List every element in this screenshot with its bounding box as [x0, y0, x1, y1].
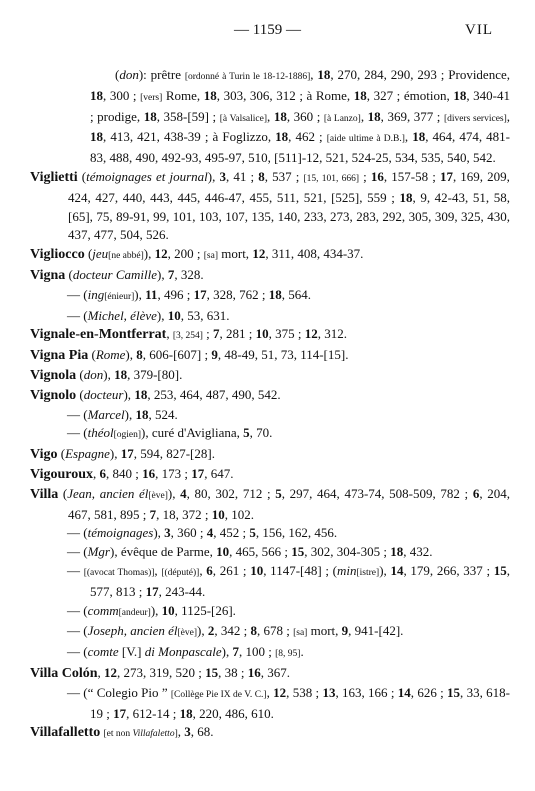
- entry-text: , 33, 618-19 ;: [90, 684, 510, 721]
- entry-text: 18: [317, 67, 331, 82]
- index-entry-vigna-pia: [30, 346, 510, 366]
- entry-text: , 606-[607] ;: [142, 347, 212, 363]
- entry-text: 15: [291, 544, 305, 560]
- entry-text: [andeur]: [118, 607, 151, 618]
- entry-text: (: [58, 485, 68, 501]
- entry-text: — (: [67, 425, 88, 441]
- entry-text: , 413, 421, 438-39 ; à Foglizzo,: [103, 129, 276, 145]
- entry-text: , 564.: [281, 286, 311, 302]
- entry-text: 3: [164, 525, 171, 541]
- entry-text: 18: [268, 286, 282, 302]
- entry-text: , 204, 467, 581, 895 ;: [68, 485, 510, 522]
- entry-text: , 312.: [317, 326, 348, 342]
- entry-text: 10: [250, 562, 264, 578]
- entry-text: Villafaletto: [132, 729, 175, 740]
- entry-text: [(avocat Thomas)]: [83, 567, 155, 578]
- entry-text: (: [57, 446, 66, 462]
- entry-text: 8: [136, 347, 143, 363]
- index-entry-villa-colon: [30, 664, 510, 684]
- entry-text: théol: [87, 425, 114, 441]
- entry-text: [ève]: [148, 490, 168, 501]
- entry-text: 18: [203, 87, 217, 103]
- index-entry-vignale: [30, 325, 510, 346]
- entry-text: 18: [275, 129, 289, 145]
- entry-text: 18: [367, 108, 381, 124]
- entry-text: (: [76, 366, 84, 382]
- entry-text: ;: [359, 168, 371, 184]
- entry-text: 18: [134, 386, 148, 402]
- entry-text: ,: [199, 562, 207, 578]
- entry-text: [énieur]: [104, 291, 135, 302]
- entry-text: comm: [87, 602, 119, 618]
- entry-text: témoignages: [87, 525, 154, 541]
- entry-text: 12: [154, 246, 168, 262]
- entry-text: 10: [161, 602, 175, 618]
- entry-text: (: [76, 386, 84, 402]
- entry-text: 3: [219, 168, 226, 184]
- entry-text: , 375 ;: [268, 326, 305, 342]
- index-entry-villa-comte: [30, 643, 510, 664]
- entry-text: ,: [404, 129, 413, 145]
- entry-text: Vigo: [30, 447, 58, 463]
- entry-text: ,: [154, 562, 162, 578]
- entry-text: [vers]: [140, 92, 163, 103]
- entry-text: ]: [174, 729, 178, 740]
- entry-text: 18: [90, 87, 103, 103]
- entry-text: [8, 95]: [275, 649, 301, 660]
- entry-text: 11: [145, 286, 158, 302]
- entry-text: 12: [273, 684, 287, 700]
- entry-text: ),: [197, 623, 208, 639]
- entry-text: , 432.: [403, 544, 433, 560]
- entry-text: 17: [120, 446, 134, 462]
- entry-text: Villa Colón: [30, 665, 98, 681]
- entry-text: , 678 ;: [256, 623, 294, 639]
- entry-text: 7: [213, 326, 220, 342]
- entry-text: , 273, 319, 520 ;: [117, 664, 206, 680]
- entry-text: 7: [149, 506, 157, 522]
- entry-text: , 612-14 ;: [126, 705, 180, 721]
- entry-text: , 327 ; émotion,: [366, 87, 454, 103]
- entry-text: Rome,: [162, 87, 204, 103]
- entry-text: 18: [273, 108, 287, 124]
- entry-text: (: [65, 266, 73, 282]
- entry-text: — (“ Colegio Pio ”: [67, 684, 171, 700]
- entry-text: ),: [124, 406, 136, 422]
- entry-text: — (: [67, 406, 88, 422]
- entry-text: ),: [103, 366, 115, 382]
- entry-text: (: [77, 168, 87, 184]
- entry-text: Villafalletto: [30, 725, 101, 741]
- entry-text: témoignages et journal: [86, 168, 208, 184]
- entry-text: — (: [67, 307, 88, 323]
- entry-text: ,: [97, 664, 105, 680]
- entry-text: — (: [67, 286, 88, 302]
- entry-text: 13: [322, 684, 336, 700]
- entry-text: ),: [125, 347, 137, 363]
- entry-text: , 179, 266, 337 ;: [403, 562, 494, 578]
- entry-text: , 594, 827-[28].: [133, 446, 215, 462]
- entry-text: 3: [184, 724, 191, 740]
- entry-text: ,: [166, 326, 173, 342]
- index-entry-vigouroux: [30, 465, 510, 485]
- entry-text: Vigna: [30, 267, 66, 283]
- entry-text: mort,: [218, 246, 253, 262]
- entry-text: 17: [439, 168, 453, 184]
- entry-text: 10: [216, 544, 230, 560]
- entry-text: , 281 ;: [219, 326, 256, 342]
- entry-text: [à Valsalice]: [219, 113, 268, 124]
- index-entry-villa-jean: [30, 485, 510, 525]
- entry-text: , 941-[42].: [348, 623, 404, 639]
- entry-text: ),: [153, 525, 165, 541]
- entry-text: , 538 ;: [286, 684, 323, 700]
- page-number: — 1159 —: [234, 22, 301, 38]
- entry-text: , 38 ;: [218, 664, 248, 680]
- entry-text: ),: [157, 266, 168, 282]
- index-entry-vignolo: [30, 386, 510, 406]
- entry-text: ),: [143, 246, 155, 262]
- entry-text: jeu: [92, 246, 109, 262]
- entry-text: ), évêque de Parme,: [109, 544, 217, 560]
- entry-text: don: [83, 366, 104, 382]
- entry-text: Espagne: [65, 446, 110, 462]
- entry-text: Joseph, ancien él: [87, 623, 178, 639]
- entry-text: , 243-44.: [158, 583, 206, 599]
- index-entry-vignolo-marcel: [30, 406, 510, 425]
- entry-text: Jean, ancien él: [67, 485, 149, 501]
- entry-text: , 53, 631.: [180, 307, 230, 323]
- entry-text: don: [119, 67, 139, 82]
- entry-text: ing: [87, 286, 105, 302]
- entry-text: ),: [207, 168, 220, 184]
- entry-text: , 169, 209, 424, 427, 440, 443, 445, 446-47, 455, 511, 521, [525], 559 ;: [68, 168, 510, 205]
- entry-text: ),: [150, 602, 162, 618]
- entry-text: , 328, 762 ;: [206, 286, 269, 302]
- entry-text: , 462 ;: [288, 129, 327, 145]
- entry-text: [ogien]: [113, 430, 142, 441]
- entry-text: 12: [304, 326, 318, 342]
- index-entry-vigna-ing: [30, 286, 510, 307]
- index-entry-villafalletto: [30, 723, 510, 744]
- entry-text: mort,: [307, 623, 342, 639]
- entry-text: 16: [142, 465, 156, 481]
- entry-text: , 200 ;: [167, 246, 204, 262]
- entry-text: , 156, 162, 456.: [255, 525, 338, 541]
- entry-text: di Monpascale: [144, 644, 222, 660]
- entry-text: [aide ultime à D.B.]: [326, 134, 405, 145]
- entry-text: , 48-49, 51, 73, 114-[15].: [217, 347, 349, 363]
- entry-text: 17: [113, 705, 127, 721]
- entry-text: docteur: [83, 386, 124, 402]
- entry-text: , 102.: [224, 506, 254, 522]
- entry-text: [(député)]: [161, 567, 200, 578]
- entry-text: ),: [109, 446, 121, 462]
- entry-text: 16: [247, 664, 261, 680]
- entry-text: 17: [145, 583, 159, 599]
- index-entry-villa-avocat: [30, 562, 510, 602]
- entry-text: 12: [104, 664, 118, 680]
- entry-text: , 360 ;: [286, 108, 324, 124]
- entry-text: 18: [412, 129, 426, 145]
- entry-text: [divers services]: [443, 113, 507, 124]
- entry-text: 18: [399, 189, 413, 205]
- entry-text: 6: [206, 562, 213, 578]
- entry-text: Vignolo: [30, 387, 77, 403]
- entry-text: 5: [275, 485, 282, 501]
- entry-text: [Collège Pie IX de V. C.]: [170, 689, 267, 700]
- index-entry-vigna-camille: [30, 266, 510, 286]
- entry-text: , 1125-[26].: [174, 602, 236, 618]
- entry-text: , 261 ;: [212, 562, 251, 578]
- entry-text: .: [300, 644, 304, 660]
- index-entry-vignola: [30, 366, 510, 386]
- entry-text: 16: [370, 168, 384, 184]
- section-label: VIL: [465, 22, 493, 38]
- entry-text: , 163, 166 ;: [335, 684, 398, 700]
- entry-text: , 626 ;: [410, 684, 448, 700]
- index-entry-viglietti: [30, 168, 510, 245]
- index-entries: [30, 66, 510, 744]
- entry-text: , 100 ;: [239, 644, 276, 660]
- entry-text: ),: [167, 485, 181, 501]
- entry-text: 9: [211, 347, 218, 363]
- entry-text: ),: [379, 562, 391, 578]
- entry-text: 10: [211, 506, 225, 522]
- entry-text: , 157-58 ;: [383, 168, 440, 184]
- entry-text: 10: [167, 307, 181, 323]
- entry-text: 15: [447, 684, 461, 700]
- entry-text: [3, 254]: [172, 331, 203, 342]
- entry-text: comte: [87, 644, 119, 660]
- page-header: [0, 22, 535, 42]
- entry-text: Villa: [30, 486, 59, 502]
- entry-text: ,: [177, 724, 185, 740]
- index-entry-villa-joseph: [30, 622, 510, 643]
- entry-text: Vigna Pia: [30, 348, 89, 364]
- entry-text: , 358-[59] ;: [156, 108, 220, 124]
- entry-text: — (: [67, 644, 88, 660]
- entry-text: , 173 ;: [155, 465, 192, 481]
- entry-text: , 311, 408, 434-37.: [265, 246, 364, 262]
- entry-text: 15: [205, 664, 219, 680]
- entry-text: [sa]: [203, 251, 218, 262]
- entry-text: Vigouroux: [30, 466, 94, 482]
- entry-text: , 303, 306, 312 ; à Rome,: [216, 87, 354, 103]
- entry-text: , 577, 813 ;: [90, 562, 511, 599]
- entry-text: , 270, 284, 290, 293 ; Providence,: [330, 67, 510, 82]
- entry-text: ,: [93, 465, 100, 481]
- entry-text: 4: [180, 485, 187, 501]
- index-entry-vigo: [30, 445, 510, 465]
- entry-text: — (: [67, 623, 88, 639]
- entry-text: ), curé d'Avigliana,: [141, 425, 244, 441]
- entry-text: 2: [207, 623, 215, 639]
- entry-text: , 68.: [190, 724, 214, 740]
- entry-text: Vignale-en-Montferrat: [30, 327, 167, 343]
- index-entry-colegio-pio: [30, 684, 510, 724]
- entry-text: , 379-[80].: [127, 366, 183, 382]
- entry-text: 17: [191, 465, 205, 481]
- entry-text: , 302, 304-305 ;: [304, 544, 391, 560]
- entry-text: 18: [90, 129, 103, 145]
- entry-text: [sa]: [293, 628, 308, 639]
- entry-text: , 300 ;: [103, 87, 141, 103]
- entry-text: , 452 ;: [213, 525, 250, 541]
- entry-text: , 342 ;: [214, 623, 251, 639]
- entry-text: [V.]: [118, 644, 145, 660]
- entry-text: Viglietti: [30, 169, 78, 185]
- entry-text: 8: [258, 168, 265, 184]
- entry-text: , 41 ;: [225, 168, 259, 184]
- entry-text: 14: [390, 562, 404, 578]
- entry-text: , 328.: [174, 266, 204, 282]
- index-entry-vignolo-theol: [30, 424, 510, 445]
- entry-text: 7: [167, 266, 175, 282]
- entry-text: 12: [252, 246, 266, 262]
- entry-text: ): prêtre: [138, 67, 185, 82]
- entry-text: , 253, 464, 487, 490, 542.: [147, 386, 281, 402]
- entry-text: 18: [353, 87, 367, 103]
- entry-text: (: [88, 347, 96, 363]
- entry-text: ,: [267, 108, 274, 124]
- entry-text: 5: [249, 525, 256, 541]
- entry-text: , 340-41 ; prodige,: [90, 87, 510, 124]
- entry-text: 7: [232, 644, 240, 660]
- entry-text: ),: [123, 386, 135, 402]
- entry-text: , 647.: [204, 465, 234, 481]
- entry-text: , 367.: [260, 664, 291, 680]
- entry-text: docteur Camille: [72, 266, 158, 282]
- entry-text: , 220, 486, 610.: [192, 705, 274, 721]
- entry-text: (: [84, 246, 93, 262]
- entry-text: , 297, 464, 473-74, 508-509, 782 ;: [281, 485, 473, 501]
- entry-text: 14: [397, 684, 411, 700]
- entry-text: [ne abbé]: [108, 251, 144, 262]
- entry-text: [istre]: [356, 567, 380, 578]
- entry-text: 10: [255, 326, 269, 342]
- entry-text: , 70.: [249, 425, 273, 441]
- entry-text: [15, 101, 666]: [303, 173, 360, 184]
- entry-text: , 464, 474, 481-83, 488, 490, 492-93, 495-97, 510, [511]-12, 521, 524-25, 534, 535, 540, 542.: [90, 129, 510, 166]
- entry-text: Mgr: [87, 544, 110, 560]
- index-entry-villa-mgr: [30, 543, 510, 562]
- entry-text: min: [337, 562, 357, 578]
- entry-text: 5: [243, 425, 250, 441]
- entry-text: ),: [134, 286, 146, 302]
- entry-text: [ordonné à Turin le 18-12-1886]: [184, 72, 311, 82]
- entry-text: , 360 ;: [170, 525, 207, 541]
- entry-text: Michel, élève: [87, 307, 157, 323]
- entry-text: 17: [193, 286, 207, 302]
- index-entry-villa-comm: [30, 602, 510, 623]
- index-entry-don-cont: [30, 66, 510, 168]
- entry-text: ),: [156, 307, 168, 323]
- entry-text: , 18, 372 ;: [156, 506, 212, 522]
- entry-text: , 369, 377 ;: [380, 108, 444, 124]
- entry-text: , 496 ;: [157, 286, 194, 302]
- entry-text: (: [115, 67, 120, 82]
- entry-text: Marcel: [87, 406, 125, 422]
- entry-text: , 9, 42-43, 51, 58, [65], 75, 89-91, 99, 101, 103, 107, 135, 140, 233, 273, 283, 292, 305, 309, 325, 430, 437, 477, 504, 526.: [68, 189, 510, 243]
- entry-text: Rome: [95, 347, 126, 363]
- entry-text: ),: [221, 644, 233, 660]
- entry-text: 18: [135, 406, 149, 422]
- entry-text: [et non: [103, 729, 133, 740]
- entry-text: — (: [67, 525, 88, 541]
- entry-text: , 80, 302, 712 ;: [186, 485, 276, 501]
- entry-text: 9: [341, 623, 349, 639]
- entry-text: ,: [310, 67, 318, 82]
- entry-text: — (: [67, 602, 88, 618]
- entry-text: ,: [266, 684, 274, 700]
- index-entry-vigliocco: [30, 245, 510, 266]
- entry-text: ,: [360, 108, 368, 124]
- entry-text: 8: [250, 623, 257, 639]
- entry-text: 4: [206, 525, 214, 541]
- entry-text: , 840 ;: [106, 465, 143, 481]
- entry-text: 18: [143, 108, 157, 124]
- entry-text: 18: [179, 705, 193, 721]
- entry-text: [ève]: [177, 628, 197, 639]
- entry-text: ;: [202, 326, 214, 342]
- entry-text: Vigliocco: [30, 247, 85, 263]
- entry-text: , 1147-[48] ; (: [263, 562, 337, 578]
- entry-text: 15: [493, 562, 507, 578]
- entry-text: , 537 ;: [264, 168, 304, 184]
- entry-text: 6: [99, 465, 107, 481]
- entry-text: 6: [472, 485, 480, 501]
- index-entry-villa-temoignages: [30, 524, 510, 543]
- index-entry-vigna-michel: [30, 307, 510, 326]
- entry-text: ,: [506, 108, 511, 124]
- entry-text: — (: [67, 544, 88, 560]
- entry-text: —: [67, 562, 84, 578]
- entry-text: Vignola: [30, 367, 77, 383]
- entry-text: 18: [114, 366, 128, 382]
- entry-text: 18: [453, 87, 467, 103]
- entry-text: , 524.: [148, 406, 178, 422]
- entry-text: [à Lanzo]: [323, 113, 361, 124]
- entry-text: , 465, 566 ;: [229, 544, 292, 560]
- entry-text: 18: [390, 544, 404, 560]
